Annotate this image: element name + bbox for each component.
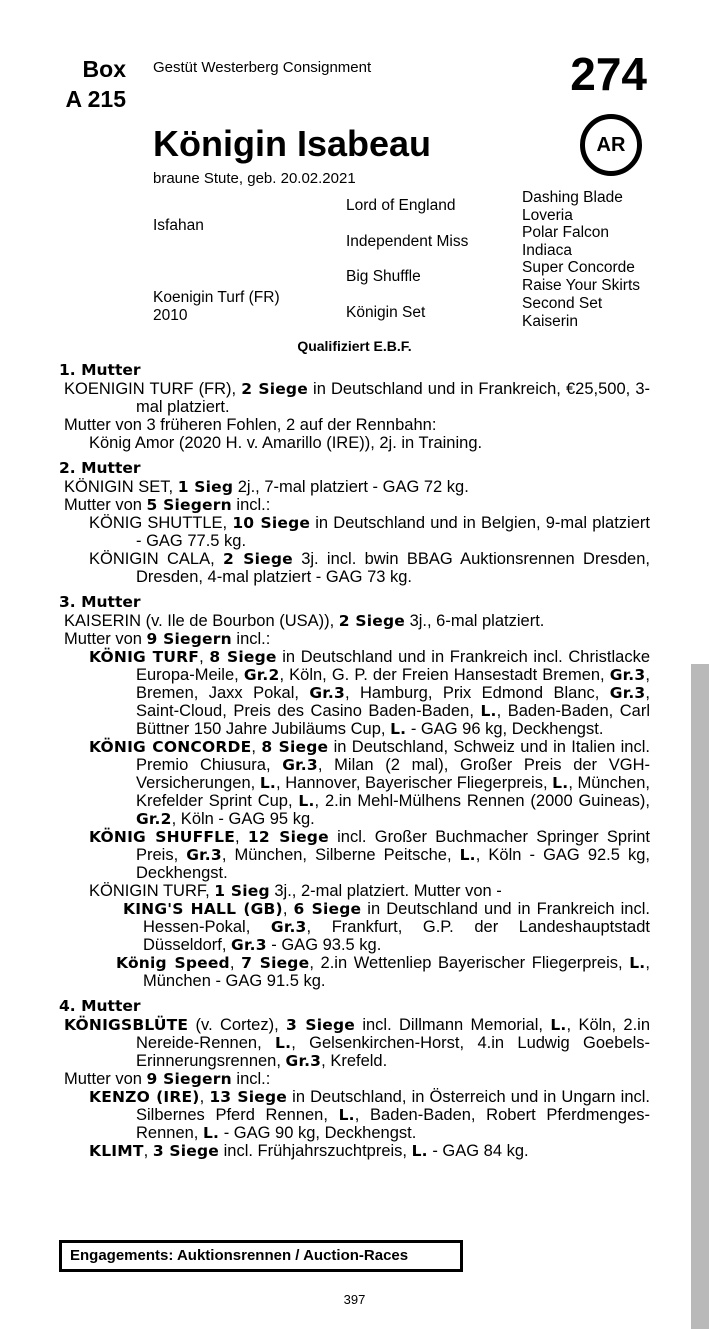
pedigree-dam-name: Koenigin Turf (FR) xyxy=(153,289,280,306)
wins: 7 Siege xyxy=(241,954,310,972)
horse: König Speed xyxy=(116,954,230,972)
produce-entry xyxy=(59,954,650,990)
text: , Köln, G. P. der Freien Hansestadt Bremen, xyxy=(279,666,610,684)
horse-name: Königin Isabeau xyxy=(153,123,432,164)
grade: L. xyxy=(390,720,407,738)
produce-entry xyxy=(59,828,650,882)
produce-entry: König Amor (2020 H. v. Amarillo (IRE)), 2j. in Training. xyxy=(89,434,483,452)
text: KÖNIGIN TURF, xyxy=(89,882,215,900)
text: , xyxy=(199,648,210,666)
text: (v. Cortez), xyxy=(188,1016,287,1034)
pedigree-great-grandparent: Polar Falcon xyxy=(522,224,610,241)
text: - GAG 93.5 kg. xyxy=(266,936,382,954)
text: incl.: xyxy=(231,1070,271,1088)
pedigree-grandparent: Lord of England xyxy=(346,197,456,214)
section-heading: 2. Mutter xyxy=(59,459,141,477)
pedigree-great-grandparent: Dashing Blade xyxy=(522,189,623,206)
dam-record xyxy=(59,380,650,416)
section-second-dam xyxy=(59,459,650,586)
text: , xyxy=(143,1142,153,1160)
pedigree-great-grandparent: Second Set xyxy=(522,295,603,312)
text: in Deutschland und in Belgien, 9-mal platziert - GAG 77.5 kg. xyxy=(136,514,650,550)
text: in Deutschland und in Frankreich incl. Christlacke Europa-Meile, xyxy=(136,648,650,684)
grade: L. xyxy=(275,1034,292,1052)
section-third-dam xyxy=(59,593,650,990)
grade: L. xyxy=(550,1016,567,1034)
grade: L. xyxy=(298,792,315,810)
grade: Gr.3 xyxy=(285,1052,322,1070)
wins: 13 Siege xyxy=(209,1088,288,1106)
grade: L. xyxy=(552,774,569,792)
produce-summary xyxy=(59,496,650,514)
pedigree-grandparent: Big Shuffle xyxy=(346,268,421,285)
wins: 3 Siege xyxy=(286,1016,355,1034)
text: , Krefeld. xyxy=(321,1052,388,1070)
pedigree-sire: Isfahan xyxy=(153,217,204,234)
pedigree-great-grandparent: Indiaca xyxy=(522,242,572,259)
text: incl. Dillmann Memorial, xyxy=(354,1016,551,1034)
grade: Gr.3 xyxy=(231,936,267,954)
text: , Bremen, Jaxx Pokal, xyxy=(136,666,650,702)
scrollbar[interactable] xyxy=(691,664,709,1329)
produce-entry xyxy=(59,738,650,828)
pedigree-great-grandparent: Super Concorde xyxy=(522,259,635,276)
wins: 1 Sieg xyxy=(214,882,270,900)
dam-record xyxy=(59,612,650,630)
produce-entry xyxy=(59,550,650,586)
engagements-box: Engagements: Auktionsrennen / Auction-Races xyxy=(59,1240,463,1272)
grade: Gr.3 xyxy=(270,918,307,936)
text: KÖNIG SHUTTLE, xyxy=(89,514,233,532)
text: incl.: xyxy=(231,496,271,514)
text: , Köln, 2.in Nereide-Rennen, xyxy=(136,1016,651,1052)
horse: KÖNIG CONCORDE xyxy=(89,738,252,756)
pedigree-grandparent: Independent Miss xyxy=(346,233,469,250)
text: KÖNIGIN SET, xyxy=(64,478,178,496)
grade: Gr.2 xyxy=(136,810,172,828)
wins: 8 Siege xyxy=(261,738,329,756)
text: Mutter von xyxy=(64,630,147,648)
text: , Baden-Baden, Carl Büttner 150 Jahre Jubiläums Cup, xyxy=(136,702,650,738)
grade: L. xyxy=(259,774,277,792)
text: , xyxy=(199,1088,210,1106)
text: , Köln - GAG 95 kg. xyxy=(171,810,315,828)
horse: KENZO (IRE) xyxy=(89,1088,200,1106)
text: , Milan (2 mal), Großer Preis der VGH-Versicherungen, xyxy=(136,756,650,792)
grade: Gr.3 xyxy=(186,846,222,864)
ar-badge-icon xyxy=(580,114,642,176)
text: incl. Großer Buchmacher Springer Sprint Preis, xyxy=(136,828,651,864)
winners-count: 5 Siegern xyxy=(146,496,232,514)
dam-record xyxy=(59,478,650,496)
text: incl. Frühjahrszuchtpreis, xyxy=(219,1142,412,1160)
text: 3j., 6-mal platziert. xyxy=(404,612,545,630)
horse: KLIMT xyxy=(89,1142,144,1160)
produce-summary: Mutter von 3 früheren Fohlen, 2 auf der Rennbahn: xyxy=(64,416,437,434)
wins: 6 Siege xyxy=(293,900,362,918)
text: 2j., 7-mal platziert - GAG 72 kg. xyxy=(233,478,469,496)
produce-entry xyxy=(59,1088,650,1142)
produce-entry xyxy=(59,514,650,550)
horse: KÖNIGSBLÜTE xyxy=(64,1016,189,1034)
text: 3j. incl. bwin BBAG Auktionsrennen Dresden, Dresden, 4-mal platziert - GAG 73 kg. xyxy=(136,550,650,586)
wins: 3 Siege xyxy=(152,1142,220,1160)
dam-line-content xyxy=(59,361,650,1167)
wins: 8 Siege xyxy=(209,648,277,666)
text: , Hannover, Bayerischer Fliegerpreis, xyxy=(276,774,553,792)
grade: Gr.3 xyxy=(609,684,646,702)
text: Mutter von xyxy=(64,496,147,514)
text: in Deutschland, in Österreich und in Ungarn incl. Silbernes Pferd Rennen, xyxy=(136,1088,650,1124)
page-number: 397 xyxy=(343,1292,366,1307)
text: KOENIGIN TURF (FR), xyxy=(64,380,242,398)
text: in Deutschland und in Frankreich, €25,500, 3-mal platziert. xyxy=(136,380,650,416)
text: 3j., 2-mal platziert. Mutter von - xyxy=(269,882,502,900)
grade: Gr.3 xyxy=(282,756,318,774)
text: in Deutschland und in Frankreich incl. Hessen-Pokal, xyxy=(143,900,650,936)
text: , Baden-Baden, Robert Pferdmenges-Rennen, xyxy=(136,1106,650,1142)
text: in Deutschland, Schweiz und in Italien incl. Premio Chiusura, xyxy=(136,738,650,774)
grade: Gr.3 xyxy=(309,684,345,702)
horse: KÖNIG TURF xyxy=(89,648,200,666)
box-number: A 215 xyxy=(65,86,126,112)
consignor: Gestüt Westerberg Consignment xyxy=(153,59,372,76)
ar-badge-label: AR xyxy=(596,133,626,156)
text: , 2.in Wettenliep Bayerischer Fliegerpreis, xyxy=(309,954,630,972)
text: , Köln - GAG 92.5 kg, Deckhengst. xyxy=(136,846,651,882)
winners-count: 9 Siegern xyxy=(146,630,232,648)
dam-record xyxy=(59,1016,650,1070)
horse: KÖNIG SHUFFLE xyxy=(89,828,236,846)
section-fourth-dam xyxy=(59,997,650,1160)
horse-description: braune Stute, geb. 20.02.2021 xyxy=(153,170,356,187)
grade: Gr.3 xyxy=(609,666,646,684)
pedigree-dam xyxy=(153,289,280,325)
text: , xyxy=(229,954,242,972)
produce-entry xyxy=(59,882,650,900)
text: , Frankfurt, G.P. der Landeshauptstadt Düsseldorf, xyxy=(143,918,650,954)
text: - GAG 90 kg, Deckhengst. xyxy=(219,1124,417,1142)
text: , Hamburg, Prix Edmond Blanc, xyxy=(345,684,610,702)
text: - GAG 96 kg, Deckhengst. xyxy=(406,720,604,738)
text: , xyxy=(251,738,262,756)
produce-entry xyxy=(59,1142,650,1160)
section-heading: 4. Mutter xyxy=(59,997,141,1015)
box-line1: Box xyxy=(82,56,126,82)
pedigree-dam-year: 2010 xyxy=(153,307,188,324)
section-heading: 3. Mutter xyxy=(59,593,141,611)
wins: 12 Siege xyxy=(247,828,329,846)
grade: L. xyxy=(629,954,646,972)
text: , 2.in Mehl-Mülhens Rennen (2000 Guineas), xyxy=(314,792,650,810)
grade: L. xyxy=(338,1106,355,1124)
text: , München, Silberne Peitsche, xyxy=(221,846,460,864)
lot-number: 274 xyxy=(570,48,647,100)
wins: 2 Siege xyxy=(338,612,405,630)
produce-summary xyxy=(59,630,650,648)
winners-count: 9 Siegern xyxy=(146,1070,232,1088)
text: incl.: xyxy=(231,630,271,648)
text: , xyxy=(282,900,294,918)
horse: KING'S HALL (GB) xyxy=(123,900,283,918)
wins: 10 Siege xyxy=(232,514,311,532)
text: , xyxy=(235,828,248,846)
text: , München, Krefelder Sprint Cup, xyxy=(136,774,650,810)
grade: L. xyxy=(480,702,497,720)
qualification xyxy=(0,338,709,354)
box-label xyxy=(62,54,126,114)
text: , München - GAG 91.5 kg. xyxy=(143,954,650,990)
section-heading: 1. Mutter xyxy=(59,361,141,379)
pedigree-great-grandparent: Kaiserin xyxy=(522,313,578,330)
produce-summary xyxy=(59,1070,650,1088)
produce-entry xyxy=(59,900,650,954)
text: Mutter von xyxy=(64,1070,147,1088)
text: , Saint-Cloud, Preis des Casino Baden-Baden, xyxy=(136,684,650,720)
text: KAISERIN (v. Ile de Bourbon (USA)), xyxy=(64,612,339,630)
pedigree-great-grandparent: Raise Your Skirts xyxy=(522,277,641,294)
text: - GAG 84 kg. xyxy=(427,1142,529,1160)
grade: Gr.2 xyxy=(243,666,280,684)
grade: L. xyxy=(459,846,476,864)
pedigree-great-grandparent: Loveria xyxy=(522,207,573,224)
grade: L. xyxy=(411,1142,428,1160)
section-first-dam xyxy=(59,361,650,452)
wins: 2 Siege xyxy=(241,380,308,398)
text: , Gelsenkirchen-Horst, 4.in Ludwig Goebels-Erinnerungsrennen, xyxy=(136,1034,650,1070)
wins: 2 Siege xyxy=(222,550,293,568)
wins: 1 Sieg xyxy=(177,478,234,496)
grade: L. xyxy=(202,1124,220,1142)
produce-entry xyxy=(59,648,650,738)
text: KÖNIGIN CALA, xyxy=(89,550,223,568)
pedigree-grandparent: Königin Set xyxy=(346,304,426,321)
qualification-label: Qualifiziert E.B.F. xyxy=(297,338,412,354)
